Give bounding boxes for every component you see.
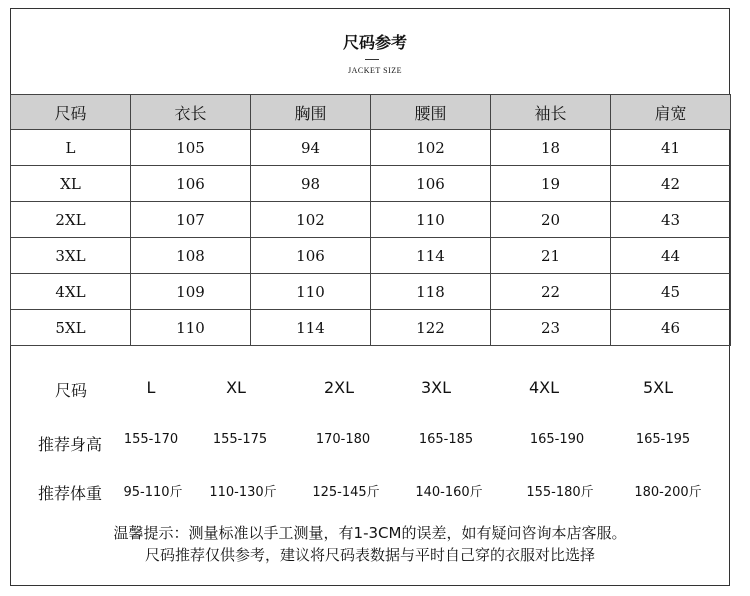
recommend-height-row <box>10 432 730 462</box>
column-header: 衣长 <box>131 95 251 130</box>
recommend-size: 2XL <box>323 378 355 397</box>
table-cell: 106 <box>131 166 251 202</box>
column-header: 尺码 <box>11 95 131 130</box>
table-cell: 2XL <box>11 202 131 238</box>
table-cell: 4XL <box>11 274 131 310</box>
table-cell: 94 <box>251 130 371 166</box>
recommend-height-label: 推荐身高 <box>37 435 103 454</box>
table-cell: 106 <box>371 166 491 202</box>
table-cell: L <box>11 130 131 166</box>
table-cell: 5XL <box>11 310 131 346</box>
table-cell: 102 <box>371 130 491 166</box>
chart-title: 尺码参考 <box>342 33 407 52</box>
recommend-size: XL <box>226 378 246 397</box>
table-row <box>11 166 731 202</box>
table-cell: 18 <box>491 130 611 166</box>
table-cell: 43 <box>611 202 731 238</box>
table-cell: 21 <box>491 238 611 274</box>
reference-note: 尺码推荐仅供参考，建议将尺码表数据与平时自己穿的衣服对比选择 <box>144 546 595 564</box>
recommend-height: 165-195 <box>635 432 691 447</box>
table-row <box>11 202 731 238</box>
table-cell: 110 <box>371 202 491 238</box>
table-cell: 107 <box>131 202 251 238</box>
table-cell: 105 <box>131 130 251 166</box>
recommend-weight: 125-145斤 <box>312 485 380 500</box>
table-cell: 23 <box>491 310 611 346</box>
recommend-height: 155-175 <box>212 432 268 447</box>
table-cell: 108 <box>131 238 251 274</box>
table-cell: 22 <box>491 274 611 310</box>
table-header-row <box>11 95 731 130</box>
table-row <box>11 310 731 346</box>
recommend-height: 165-185 <box>418 432 474 447</box>
size-table <box>10 94 731 346</box>
recommend-height: 155-170 <box>123 432 179 447</box>
table-cell: 102 <box>251 202 371 238</box>
recommend-weight: 140-160斤 <box>415 485 483 500</box>
tip-note: 温馨提示：测量标准以手工测量，有1-3CM的误差，如有疑问咨询本店客服。 <box>113 524 627 542</box>
table-cell: 106 <box>251 238 371 274</box>
recommend-size: L <box>146 378 156 397</box>
table-cell: 3XL <box>11 238 131 274</box>
table-cell: 41 <box>611 130 731 166</box>
table-cell: 122 <box>371 310 491 346</box>
recommend-size: 5XL <box>642 378 674 397</box>
chart-subtitle: JACKET SIZE <box>347 66 403 75</box>
column-header: 腰围 <box>371 95 491 130</box>
table-row <box>11 238 731 274</box>
table-cell: 109 <box>131 274 251 310</box>
column-header: 袖长 <box>491 95 611 130</box>
recommend-weight-label: 推荐体重 <box>37 484 103 503</box>
recommend-height: 165-190 <box>529 432 585 447</box>
table-cell: 98 <box>251 166 371 202</box>
recommend-weight: 180-200斤 <box>634 485 702 500</box>
column-header: 肩宽 <box>611 95 731 130</box>
table-row <box>11 274 731 310</box>
title-divider <box>365 59 379 60</box>
table-cell: 114 <box>371 238 491 274</box>
table-row <box>11 130 731 166</box>
table-cell: 114 <box>251 310 371 346</box>
recommend-weight: 155-180斤 <box>526 485 594 500</box>
table-cell: 118 <box>371 274 491 310</box>
table-cell: 42 <box>611 166 731 202</box>
recommend-size: 3XL <box>420 378 452 397</box>
recommend-weight: 110-130斤 <box>209 485 277 500</box>
recommend-weight: 95-110斤 <box>123 485 183 500</box>
recommend-size: 4XL <box>528 378 560 397</box>
recommend-size-label: 尺码 <box>54 381 88 400</box>
table-cell: 20 <box>491 202 611 238</box>
recommend-weight-row <box>10 481 730 511</box>
table-cell: 19 <box>491 166 611 202</box>
table-cell: 110 <box>131 310 251 346</box>
recommend-size-row <box>10 378 730 408</box>
table-cell: 44 <box>611 238 731 274</box>
table-cell: XL <box>11 166 131 202</box>
column-header: 胸围 <box>251 95 371 130</box>
table-cell: 46 <box>611 310 731 346</box>
table-cell: 45 <box>611 274 731 310</box>
table-cell: 110 <box>251 274 371 310</box>
recommend-height: 170-180 <box>315 432 371 447</box>
